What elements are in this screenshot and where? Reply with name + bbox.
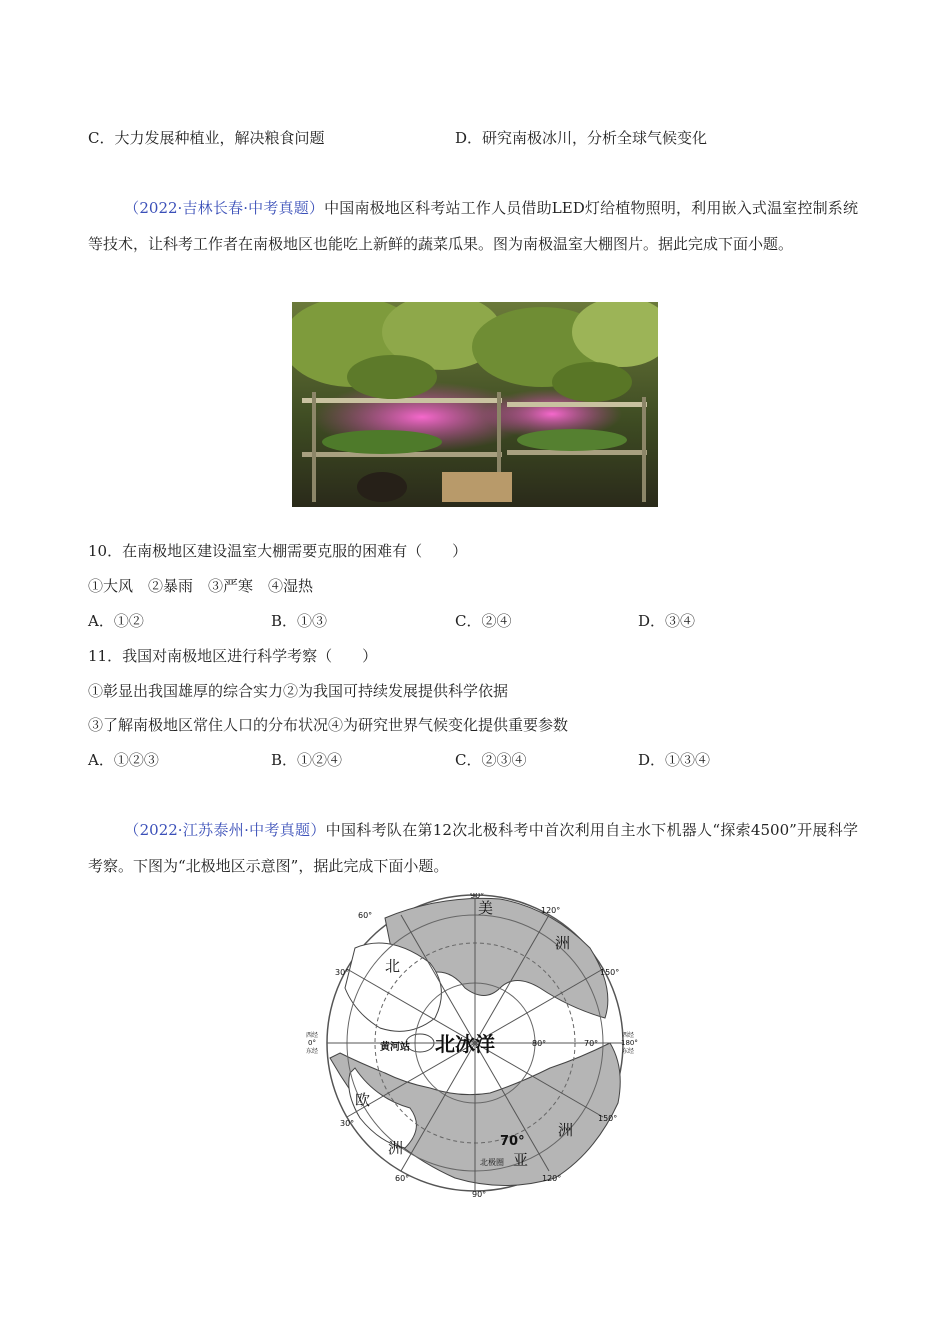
lat-70-right-label: 70° (584, 1039, 599, 1048)
q10-option-c: C．②④ (455, 612, 512, 630)
east-lon-180-label: 东经 (622, 1048, 635, 1055)
lat-70-label: 70° (500, 1134, 525, 1149)
lon-label: 30° (335, 968, 350, 977)
continent-char-2: 洲 (555, 934, 571, 952)
lon-0-label: 0° (308, 1039, 316, 1047)
lon-label: 90° (470, 893, 485, 900)
q11-item-1: ①彰显出我国雄厚的综合实力②为我国可持续发展提供科学依据 (88, 682, 509, 700)
continent-char-1: 美 (478, 899, 494, 917)
arctic-map (300, 893, 650, 1203)
continent-char-7: 洲 (558, 1121, 574, 1139)
intro-paragraph-1 (88, 190, 858, 262)
lat-80-label: 80° (532, 1039, 547, 1048)
intro-paragraph-2 (88, 812, 858, 884)
lon-label: 30° (340, 1119, 355, 1128)
ocean-label: 北冰洋 (435, 1032, 495, 1056)
source-tag: （2022·江苏泰州·中考真题） (124, 821, 326, 839)
east-lon-0-label: 东经 (306, 1048, 319, 1055)
option-d-prev: D．研究南极冰川，分析全球气候变化 (455, 129, 708, 147)
lon-180-label: 180° (621, 1039, 638, 1047)
lon-label: 60° (395, 1174, 410, 1183)
q11-option-d: D．①③④ (638, 751, 711, 769)
west-lon-0-label: 西经 (306, 1032, 319, 1039)
q11-stem: 11．我国对南极地区进行科学考察（ ） (88, 647, 378, 665)
q10-stem: 10．在南极地区建设温室大棚需要克服的困难有（ ） (88, 542, 468, 560)
q10-option-b: B．①③ (271, 612, 328, 630)
q11-option-a: A．①②③ (88, 751, 159, 769)
continent-char-3: 北 (385, 957, 401, 975)
q11-item-2: ③了解南极地区常住人口的分布状况④为研究世界气候变化提供重要参数 (88, 716, 569, 734)
lon-label: 60° (358, 911, 373, 920)
arctic-circle-label: 北极圈 (480, 1158, 504, 1167)
lon-label: 120° (542, 1174, 562, 1183)
q10-option-d: D．③④ (638, 612, 696, 630)
q11-option-b: B．①②④ (271, 751, 343, 769)
q11-option-c: C．②③④ (455, 751, 527, 769)
lon-label: 150° (598, 1114, 618, 1123)
west-lon-180-label: 西经 (622, 1032, 635, 1039)
lon-label: 120° (541, 906, 561, 915)
continent-char-6: 亚 (513, 1151, 529, 1169)
q10-option-a: A．①② (88, 612, 144, 630)
continent-char-5: 洲 (388, 1139, 404, 1157)
intro-text: 中国科考队在第12次北极科考中首次利用自主水下机器人“探索4500”开展科学考察。下图为“北极地区示意图”，据此完成下面小题。 (88, 821, 858, 875)
intro-text: 中国南极地区科考站工作人员借助LED灯给植物照明，利用嵌入式温室控制系统等技术，让科考工作者在南极地区也能吃上新鲜的蔬菜瓜果。图为南极温室大棚图片。据此完成下面小题。 (88, 199, 858, 253)
greenhouse-photo (292, 302, 658, 507)
continent-char-4: 欧 (355, 1091, 371, 1109)
lon-label: 90° (472, 1190, 487, 1199)
lon-label: 150° (600, 968, 620, 977)
q10-items: ①大风 ②暴雨 ③严寒 ④湿热 (88, 577, 314, 595)
station-label: 黄河站 (380, 1042, 410, 1053)
option-c-prev: C．大力发展种植业，解决粮食问题 (88, 129, 325, 147)
source-tag: （2022·吉林长春·中考真题） (124, 199, 325, 217)
